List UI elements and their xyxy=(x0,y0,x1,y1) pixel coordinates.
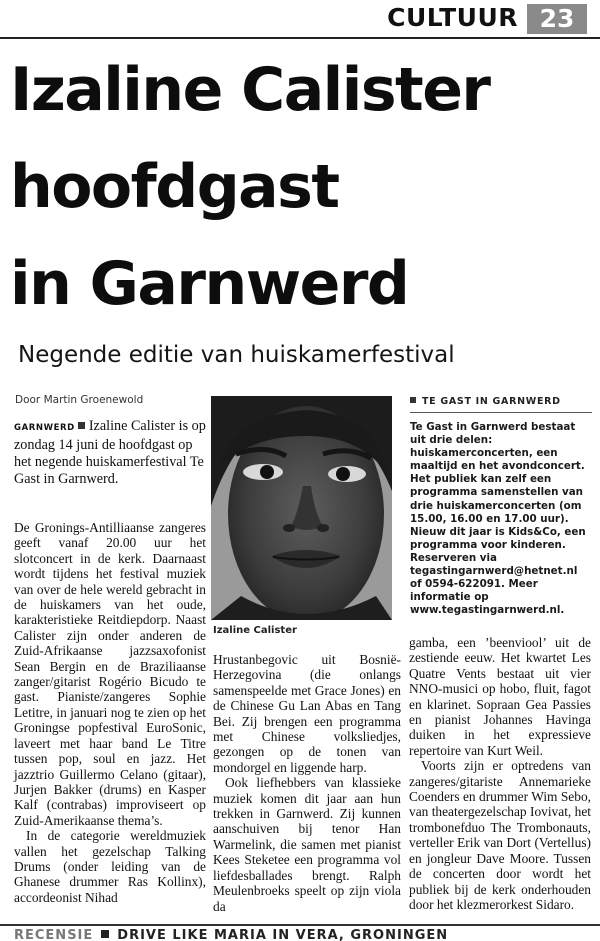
infobox-title-text: TE GAST IN GARNWERD xyxy=(422,396,561,407)
page-number: 23 xyxy=(527,4,587,34)
column-2 xyxy=(213,652,401,914)
paragraph: Hrustanbegovic uit Bosnië-Herzegovina (die onlangs samenspeelde met Grace Jones) en de Chinese Gu Lan Abas en Tang Bei. Zij brengen een programma met Chinese volksliedjes, gezongen op de tonen van mondorgel en liggende harp. xyxy=(213,652,401,775)
headline: Izaline Calister hoofdgast in Garnwerd xyxy=(10,55,490,319)
dateline: GARNWERD xyxy=(14,423,75,433)
header-rule xyxy=(0,37,600,39)
square-bullet-icon xyxy=(410,397,416,403)
subheadline: Negende editie van huiskamerfestival xyxy=(18,342,455,368)
square-bullet-icon xyxy=(78,422,85,429)
lead-text: Izaline Calister is op zondag 14 juni de hoofdgast op het negende huiskamerfestival Te Gast in Garnwerd. xyxy=(14,418,206,487)
footer-tag: RECENSIE xyxy=(14,928,94,941)
infobox-rule xyxy=(410,412,592,413)
footer-rule xyxy=(0,924,600,926)
paragraph: In de categorie wereldmuziek vallen het gezelschap Talking Drums (onder leiding van de Ghanese drummer Ras Kollinx), accordeonist Nihad xyxy=(14,828,206,905)
photo-caption: Izaline Calister xyxy=(213,625,297,636)
infobox-text: Te Gast in Garnwerd bestaat uit drie delen: huiskamerconcerten, een maaltijd en het avondconcert. Het publiek kan zelf een programma samenstellen van drie huiskamerconcerten (om 15.00, 16.00 en 17.00 uur). Nieuw dit jaar is Kids&Co, een programma voor kinderen. Reserveren via tegastingarnwerd@hetnet.nl of 0594-622091. Meer informatie op www.tegastingarnwerd.nl. xyxy=(410,421,586,617)
paragraph: Voorts zijn er optredens van zangeres/gitariste Annemarieke Coenders en drummer Wim Sebo, van theatergezelschap Iovivat, het trombonefduo The Trombonauts, verteller Erik van Dort (Vertellus) en jongleur Dave Moore. Tussen de concerten door wordt het publiek bij de kerk onderhouden door het klezmerorkest Sidaro. xyxy=(409,758,591,912)
paragraph: Ook liefhebbers van klassieke muziek komen dit jaar aan hun trekken in Garnwerd. Zij kunnen aanschuiven bij tenor Han Warmelink, die samen met pianist Kees Steketee een programma vol liefdesballades brengt. Ralph Meulenbroeks speelt op zijn viola da xyxy=(213,775,401,914)
column-3 xyxy=(409,635,591,912)
infobox-title xyxy=(410,396,592,407)
footer-title: DRIVE LIKE MARIA IN VERA, GRONINGEN xyxy=(117,928,449,941)
square-bullet-icon xyxy=(101,930,109,938)
byline: Door Martin Groenewold xyxy=(15,394,144,406)
next-article-strip xyxy=(14,927,594,941)
portrait-photo xyxy=(211,396,392,620)
lead-paragraph xyxy=(14,418,206,488)
paragraph: De Gronings-Antilliaanse zangeres geeft vanaf 20.00 uur het slotconcert in de kerk. Daarnaast wordt tijdens het festival muziek van over de hele wereld gebracht in de huiskamers van het oude, karakteristieke Reitdiepdorp. Naast Calister zijn onder anderen de Zuid-Afrikaanse jazzsaxofonist Sean Bergin en de Braziliaanse zanger/gitarist Rogério Bicudo te gast. Pianiste/zangeres Sophie Letitre, in januari nog te zien op het Groningse popfestival EuroSonic, laveert met haar band Le Titre tussen pop, soul en jazz. Het jazztrio Guillermo Celano (gitaar), Jurjen Bakker (drums) en Kasper Kalf (contrabas) improviseert op Zuid-Amerikaanse thema’s. xyxy=(14,520,206,828)
portrait-photo-image xyxy=(211,396,392,620)
paragraph: gamba, een ’beenviool’ uit de zestiende eeuw. Het kwartet Les Quatre Vents bestaat uit vier NNO-musici op hobo, fluit, fagot en klarinet. Sopraan Gea Passies en pianist Johannes Havinga duiken in het expressieve repertoire van Kurt Weil. xyxy=(409,635,591,758)
column-1 xyxy=(14,520,206,905)
section-label: CULTUUR xyxy=(387,3,518,32)
